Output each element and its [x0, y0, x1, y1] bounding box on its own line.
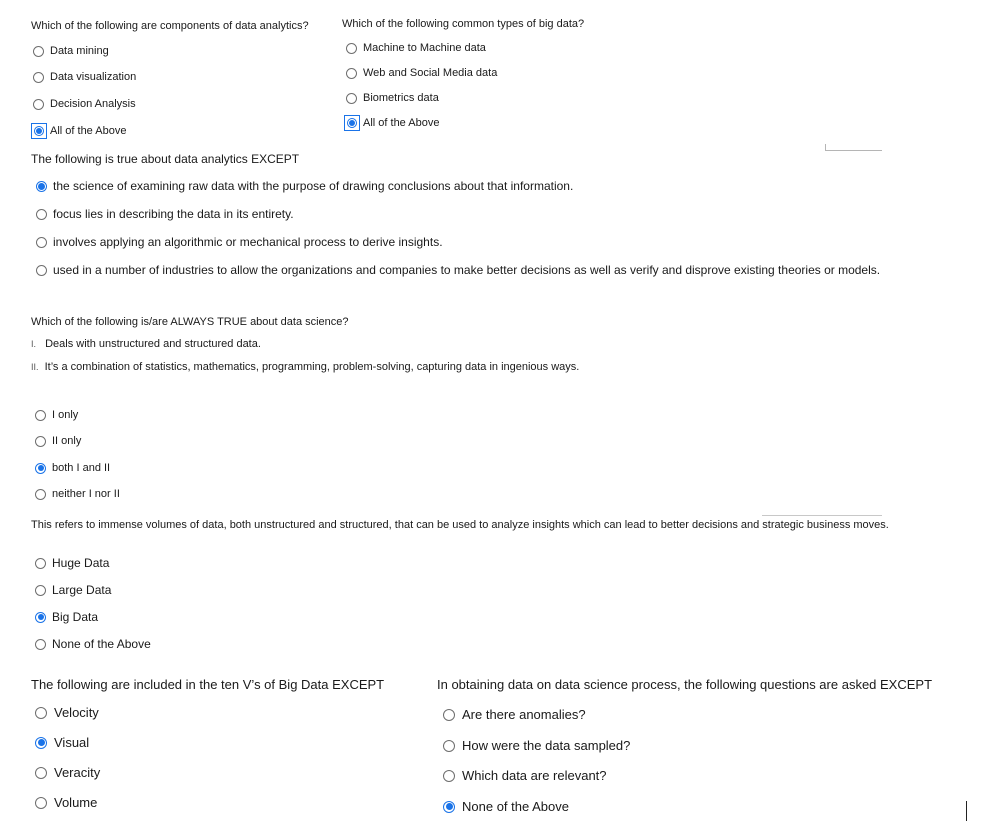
radio-icon[interactable] — [35, 585, 46, 596]
q7-option-2[interactable] — [443, 738, 630, 753]
q7-option-4[interactable] — [443, 799, 569, 814]
q5-option-4[interactable] — [35, 637, 151, 651]
radio-icon[interactable] — [35, 463, 46, 474]
focus-box — [31, 123, 47, 139]
q5-option-3-label: Big Data — [52, 610, 99, 624]
q1-option-4[interactable] — [31, 123, 126, 139]
q4-option-4-label: neither I nor II — [52, 488, 120, 500]
q4-option-4[interactable] — [35, 488, 120, 500]
q5-option-2[interactable] — [35, 583, 111, 597]
corner-mark — [825, 144, 882, 151]
question-4-text: Which of the following is/are ALWAYS TRUE about data science? — [31, 316, 349, 328]
radio-icon[interactable] — [443, 770, 455, 782]
q6-option-2[interactable] — [35, 735, 89, 750]
radio-icon[interactable] — [36, 209, 47, 220]
q3-option-3-label: involves applying an algorithmic or mechanical process to derive insights. — [53, 235, 443, 249]
q2-option-2[interactable] — [346, 67, 497, 79]
q6-option-4[interactable] — [35, 795, 97, 810]
statement-2-text: It’s a combination of statistics, mathematics, programming, problem-solving, capturing data in ingenious ways. — [44, 361, 580, 373]
q3-option-4-label: used in a number of industries to allow the organizations and companies to make better decisions as well as verify and disprove existing theories or models. — [53, 263, 881, 277]
q1-option-3[interactable] — [33, 98, 136, 110]
q5-option-2-label: Large Data — [52, 583, 112, 597]
q2-option-1-label: Machine to Machine data — [363, 42, 486, 54]
radio-icon[interactable] — [36, 237, 47, 248]
radio-icon[interactable] — [443, 740, 455, 752]
question-7-text: In obtaining data on data science process, the following questions are asked EXCEPT — [437, 677, 933, 692]
radio-icon[interactable] — [36, 265, 47, 276]
q2-option-1[interactable] — [346, 42, 486, 54]
radio-icon[interactable] — [346, 93, 357, 104]
radio-icon[interactable] — [346, 68, 357, 79]
focus-box — [344, 115, 360, 131]
radio-icon[interactable] — [33, 46, 44, 57]
q6-option-3[interactable] — [35, 765, 100, 780]
statement-1 — [31, 338, 261, 350]
statement-2-number: II. — [31, 362, 39, 372]
q3-option-1-label: the science of examining raw data with the purpose of drawing conclusions about that information. — [53, 179, 574, 193]
statement-2 — [31, 361, 579, 373]
q3-option-2[interactable] — [36, 207, 294, 221]
radio-icon[interactable] — [35, 558, 46, 569]
q5-option-4-label: None of the Above — [52, 637, 151, 651]
q3-option-1[interactable] — [36, 179, 573, 193]
q7-option-1-label: Are there anomalies? — [462, 707, 586, 722]
q2-option-2-label: Web and Social Media data — [363, 67, 498, 79]
q5-option-1-label: Huge Data — [52, 556, 110, 570]
q7-option-1[interactable] — [443, 707, 586, 722]
radio-icon[interactable] — [33, 72, 44, 83]
q7-option-2-label: How were the data sampled? — [462, 738, 631, 753]
question-3-text: The following is true about data analytics EXCEPT — [31, 152, 300, 166]
question-6-text: The following are included in the ten V’s of Big Data EXCEPT — [31, 677, 385, 692]
question-2-text: Which of the following common types of big data? — [342, 18, 585, 30]
radio-icon[interactable] — [35, 489, 46, 500]
q6-option-3-label: Veracity — [54, 765, 101, 780]
q3-option-2-label: focus lies in describing the data in its entirety. — [53, 207, 294, 221]
q6-option-1[interactable] — [35, 705, 99, 720]
radio-icon[interactable] — [35, 639, 46, 650]
q4-option-2-label: II only — [52, 435, 82, 447]
q1-option-2[interactable] — [33, 71, 136, 83]
radio-icon[interactable] — [443, 801, 455, 813]
q3-option-3[interactable] — [36, 235, 443, 249]
q2-option-3[interactable] — [346, 92, 439, 104]
radio-icon[interactable] — [36, 181, 47, 192]
q1-option-3-label: Decision Analysis — [50, 98, 136, 110]
q4-option-3[interactable] — [35, 462, 110, 474]
radio-icon[interactable] — [35, 612, 46, 623]
radio-icon[interactable] — [35, 707, 47, 719]
q1-option-1-label: Data mining — [50, 45, 109, 57]
divider-line — [762, 515, 882, 516]
q4-option-1-label: I only — [52, 409, 79, 421]
q2-option-4[interactable] — [344, 115, 439, 131]
q7-option-4-label: None of the Above — [462, 799, 569, 814]
radio-selected-icon[interactable] — [34, 126, 44, 136]
radio-icon[interactable] — [35, 767, 47, 779]
question-1-text: Which of the following are components of data analytics? — [31, 20, 309, 32]
radio-selected-icon[interactable] — [347, 118, 357, 128]
radio-icon[interactable] — [33, 99, 44, 110]
q7-option-3-label: Which data are relevant? — [462, 768, 607, 783]
q1-option-4-label: All of the Above — [50, 125, 127, 137]
q4-option-3-label: both I and II — [52, 462, 111, 474]
radio-icon[interactable] — [35, 410, 46, 421]
radio-icon[interactable] — [443, 709, 455, 721]
q2-option-3-label: Biometrics data — [363, 92, 439, 104]
statement-1-number: I. — [31, 339, 37, 349]
q4-option-2[interactable] — [35, 435, 81, 447]
q3-option-4[interactable] — [36, 263, 886, 278]
question-5-text: This refers to immense volumes of data, both unstructured and structured, that can be used to analyze insights which can lead to better decisions and strategic business moves. — [31, 519, 889, 531]
q7-option-3[interactable] — [443, 768, 607, 783]
q1-option-1[interactable] — [33, 45, 109, 57]
q6-option-1-label: Velocity — [54, 705, 99, 720]
q5-option-3[interactable] — [35, 610, 98, 624]
q5-option-1[interactable] — [35, 556, 109, 570]
q6-option-4-label: Volume — [54, 795, 98, 810]
radio-icon[interactable] — [35, 797, 47, 809]
radio-icon[interactable] — [35, 436, 46, 447]
q4-option-1[interactable] — [35, 409, 78, 421]
statement-1-text: Deals with unstructured and structured data. — [45, 338, 261, 350]
radio-icon[interactable] — [346, 43, 357, 54]
q6-option-2-label: Visual — [54, 735, 90, 750]
q1-option-2-label: Data visualization — [50, 71, 137, 83]
text-cursor — [966, 801, 967, 821]
q2-option-4-label: All of the Above — [363, 117, 440, 129]
radio-icon[interactable] — [35, 737, 47, 749]
